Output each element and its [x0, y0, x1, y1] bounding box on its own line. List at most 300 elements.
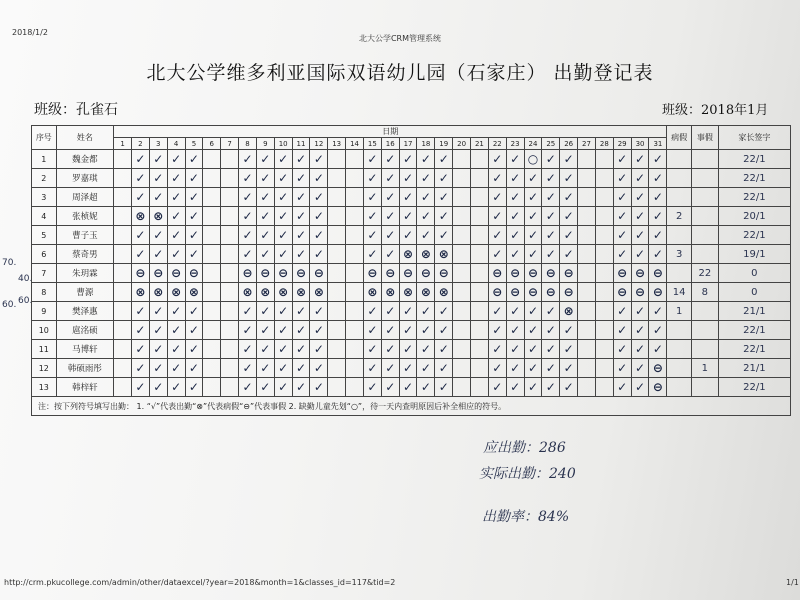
attendance-mark — [203, 302, 221, 321]
attendance-mark: ✓ — [381, 207, 399, 226]
day-header: 15 — [363, 138, 381, 150]
attendance-mark — [221, 207, 239, 226]
sick-leave-count — [667, 188, 692, 207]
attendance-mark: ✓ — [506, 245, 524, 264]
header-dates: 日期 — [114, 126, 667, 138]
attendance-mark: ✓ — [613, 245, 631, 264]
attendance-mark: ✓ — [131, 302, 149, 321]
attendance-mark: ✓ — [310, 378, 328, 397]
attendance-mark: ✓ — [649, 321, 667, 340]
personal-leave-count: 22 — [691, 264, 718, 283]
attendance-mark: ✓ — [381, 340, 399, 359]
attendance-mark: ✓ — [524, 226, 542, 245]
attendance-mark: ✓ — [274, 207, 292, 226]
attendance-mark: ✓ — [239, 321, 257, 340]
attendance-mark: ✓ — [363, 378, 381, 397]
attendance-mark — [595, 169, 613, 188]
attendance-mark — [595, 245, 613, 264]
attendance-mark — [221, 321, 239, 340]
attendance-mark — [453, 188, 471, 207]
attendance-mark — [114, 207, 132, 226]
attendance-mark: ✓ — [649, 169, 667, 188]
attendance-mark — [346, 188, 364, 207]
attendance-mark: ✓ — [131, 226, 149, 245]
attendance-mark: ✓ — [239, 207, 257, 226]
attendance-mark — [328, 245, 346, 264]
attendance-mark — [453, 321, 471, 340]
attendance-mark: ✓ — [167, 359, 185, 378]
sick-leave-count — [667, 359, 692, 378]
sick-leave-count — [667, 378, 692, 397]
attendance-mark: ✓ — [417, 207, 435, 226]
table-row — [32, 226, 791, 245]
day-header: 4 — [167, 138, 185, 150]
attendance-mark: ✓ — [292, 340, 310, 359]
attendance-mark: ✓ — [274, 188, 292, 207]
attendance-mark: ✓ — [363, 245, 381, 264]
attendance-mark: ✓ — [399, 359, 417, 378]
attendance-mark — [453, 226, 471, 245]
attendance-mark: ✓ — [488, 150, 506, 169]
attendance-mark: ✓ — [363, 188, 381, 207]
attendance-mark: ✓ — [167, 207, 185, 226]
attendance-mark: ✓ — [381, 302, 399, 321]
attendance-mark: ✓ — [292, 245, 310, 264]
attendance-mark: ✓ — [310, 340, 328, 359]
attendance-mark: ✓ — [363, 302, 381, 321]
attendance-mark — [114, 150, 132, 169]
attendance-mark: ⊖ — [631, 264, 649, 283]
attendance-mark: ✓ — [649, 150, 667, 169]
attendance-mark: ✓ — [239, 359, 257, 378]
attendance-mark — [578, 188, 596, 207]
side-note: 40. — [18, 274, 33, 284]
attendance-mark: ✓ — [239, 150, 257, 169]
legend-row — [32, 397, 791, 416]
attendance-mark: ✓ — [239, 378, 257, 397]
attendance-mark — [595, 207, 613, 226]
attendance-mark — [221, 264, 239, 283]
attendance-mark: ⊗ — [185, 283, 203, 302]
attendance-mark — [453, 283, 471, 302]
personal-leave-count — [691, 245, 718, 264]
attendance-mark: ✓ — [239, 340, 257, 359]
attendance-mark: ✓ — [149, 150, 167, 169]
attendance-mark — [471, 264, 489, 283]
attendance-mark: ✓ — [399, 321, 417, 340]
parent-signature: 22/1 — [718, 378, 790, 397]
attendance-mark: ⊖ — [417, 264, 435, 283]
attendance-mark: ✓ — [435, 207, 453, 226]
attendance-mark — [221, 283, 239, 302]
attendance-mark: ✓ — [185, 188, 203, 207]
attendance-mark: ⊗ — [435, 283, 453, 302]
table-row — [32, 302, 791, 321]
attendance-mark — [346, 359, 364, 378]
attendance-mark: ✓ — [399, 226, 417, 245]
attendance-mark: ✓ — [613, 340, 631, 359]
attendance-mark: ✓ — [506, 302, 524, 321]
attendance-mark: ✓ — [167, 321, 185, 340]
row-number: 10 — [32, 321, 57, 340]
attendance-mark: ✓ — [363, 150, 381, 169]
attendance-mark: ✓ — [524, 378, 542, 397]
attendance-mark: ✓ — [185, 226, 203, 245]
attendance-mark: ✓ — [417, 188, 435, 207]
attendance-mark: ✓ — [399, 150, 417, 169]
attendance-mark — [114, 378, 132, 397]
header-no: 序号 — [32, 126, 57, 150]
attendance-mark: ⊗ — [149, 207, 167, 226]
attendance-mark: ✓ — [506, 169, 524, 188]
table-row — [32, 169, 791, 188]
expected-attendance: 应出勤：286 — [483, 440, 566, 456]
attendance-mark: ⊖ — [363, 264, 381, 283]
attendance-mark — [346, 340, 364, 359]
row-number: 13 — [32, 378, 57, 397]
attendance-mark: ○ — [524, 150, 542, 169]
attendance-mark: ✓ — [542, 207, 560, 226]
attendance-mark — [346, 150, 364, 169]
attendance-mark — [471, 226, 489, 245]
attendance-mark: ⊗ — [417, 283, 435, 302]
attendance-mark: ✓ — [399, 340, 417, 359]
attendance-mark — [595, 188, 613, 207]
attendance-mark: ✓ — [399, 302, 417, 321]
day-header: 30 — [631, 138, 649, 150]
attendance-mark: ✓ — [542, 340, 560, 359]
day-header: 26 — [560, 138, 578, 150]
attendance-mark: ✓ — [256, 340, 274, 359]
table-row — [32, 188, 791, 207]
print-date: 2018/1/2 — [12, 28, 48, 37]
attendance-mark — [328, 359, 346, 378]
attendance-mark: ✓ — [185, 302, 203, 321]
attendance-mark: ✓ — [613, 302, 631, 321]
attendance-mark — [346, 245, 364, 264]
attendance-mark: ✓ — [310, 359, 328, 378]
attendance-mark: ✓ — [167, 226, 185, 245]
attendance-mark: ✓ — [292, 169, 310, 188]
attendance-mark — [346, 302, 364, 321]
attendance-mark: ✓ — [185, 321, 203, 340]
attendance-mark — [114, 264, 132, 283]
sick-leave-count: 1 — [667, 302, 692, 321]
attendance-mark: ⊖ — [239, 264, 257, 283]
attendance-mark: ✓ — [381, 188, 399, 207]
side-note: 70. — [2, 258, 17, 268]
parent-signature: 20/1 — [718, 207, 790, 226]
attendance-mark — [578, 340, 596, 359]
personal-leave-count: 1 — [691, 359, 718, 378]
attendance-mark: ✓ — [613, 226, 631, 245]
attendance-mark: ✓ — [542, 150, 560, 169]
attendance-mark: ✓ — [542, 226, 560, 245]
attendance-mark: ✓ — [292, 188, 310, 207]
attendance-mark: ✓ — [417, 340, 435, 359]
parent-signature: 22/1 — [718, 188, 790, 207]
attendance-mark: ✓ — [149, 188, 167, 207]
attendance-mark: ✓ — [631, 321, 649, 340]
attendance-mark — [595, 283, 613, 302]
attendance-mark: ✓ — [274, 150, 292, 169]
attendance-mark: ✓ — [131, 359, 149, 378]
system-name: 北大公学CRM管理系统 — [358, 34, 442, 43]
attendance-mark — [578, 207, 596, 226]
attendance-mark: ✓ — [631, 150, 649, 169]
attendance-mark — [203, 188, 221, 207]
table-row — [32, 321, 791, 340]
attendance-mark: ✓ — [149, 226, 167, 245]
attendance-mark: ✓ — [488, 340, 506, 359]
parent-signature: 22/1 — [718, 226, 790, 245]
attendance-mark: ✓ — [310, 188, 328, 207]
attendance-mark: ✓ — [435, 169, 453, 188]
attendance-mark — [595, 302, 613, 321]
attendance-mark — [328, 226, 346, 245]
attendance-mark — [114, 188, 132, 207]
attendance-mark: ✓ — [256, 378, 274, 397]
sick-leave-count — [667, 264, 692, 283]
attendance-mark — [471, 359, 489, 378]
attendance-mark — [114, 245, 132, 264]
attendance-mark — [453, 150, 471, 169]
day-header: 28 — [595, 138, 613, 150]
attendance-mark: ✓ — [417, 359, 435, 378]
attendance-mark: ✓ — [239, 188, 257, 207]
attendance-mark: ✓ — [274, 340, 292, 359]
attendance-mark: ⊗ — [381, 283, 399, 302]
attendance-mark: ✓ — [524, 169, 542, 188]
attendance-mark: ⊗ — [310, 283, 328, 302]
side-note: 60. — [2, 300, 17, 310]
attendance-mark — [578, 302, 596, 321]
day-header: 23 — [506, 138, 524, 150]
attendance-mark: ✓ — [167, 188, 185, 207]
attendance-mark: ✓ — [417, 321, 435, 340]
class-month: 班级：2018年1月 — [662, 103, 769, 118]
attendance-mark: ✓ — [149, 359, 167, 378]
attendance-mark: ✓ — [363, 359, 381, 378]
day-header: 22 — [488, 138, 506, 150]
day-header: 2 — [131, 138, 149, 150]
attendance-mark — [578, 321, 596, 340]
attendance-mark: ✓ — [524, 321, 542, 340]
sick-leave-count — [667, 150, 692, 169]
attendance-mark — [114, 340, 132, 359]
attendance-mark: ✓ — [435, 226, 453, 245]
attendance-mark: ✓ — [506, 226, 524, 245]
attendance-mark — [221, 302, 239, 321]
attendance-mark: ⊗ — [435, 245, 453, 264]
attendance-mark — [346, 378, 364, 397]
attendance-mark: ✓ — [167, 378, 185, 397]
attendance-mark: ✓ — [631, 188, 649, 207]
attendance-mark — [471, 169, 489, 188]
attendance-mark — [221, 359, 239, 378]
attendance-mark: ✓ — [631, 207, 649, 226]
attendance-mark: ✓ — [381, 245, 399, 264]
attendance-mark: ✓ — [631, 378, 649, 397]
attendance-mark: ✓ — [167, 150, 185, 169]
attendance-mark: ✓ — [560, 340, 578, 359]
attendance-mark — [221, 150, 239, 169]
attendance-mark — [471, 340, 489, 359]
student-name: 蔡奇男 — [56, 245, 114, 264]
attendance-mark: ✓ — [167, 302, 185, 321]
attendance-mark: ✓ — [435, 150, 453, 169]
attendance-mark: ✓ — [435, 359, 453, 378]
attendance-mark — [453, 378, 471, 397]
attendance-mark: ✓ — [185, 207, 203, 226]
attendance-mark: ✓ — [435, 188, 453, 207]
attendance-mark: ✓ — [399, 188, 417, 207]
attendance-mark: ✓ — [435, 321, 453, 340]
day-header: 6 — [203, 138, 221, 150]
attendance-mark — [346, 321, 364, 340]
day-header: 17 — [399, 138, 417, 150]
attendance-mark: ✓ — [167, 340, 185, 359]
attendance-mark — [453, 207, 471, 226]
attendance-mark: ✓ — [131, 169, 149, 188]
attendance-mark — [346, 283, 364, 302]
student-name: 魏金都 — [56, 150, 114, 169]
attendance-mark — [203, 359, 221, 378]
table-row — [32, 207, 791, 226]
attendance-mark: ✓ — [185, 150, 203, 169]
attendance-mark: ✓ — [381, 359, 399, 378]
attendance-mark: ✓ — [488, 359, 506, 378]
attendance-mark: ✓ — [310, 207, 328, 226]
attendance-mark: ✓ — [524, 359, 542, 378]
attendance-mark: ⊖ — [649, 264, 667, 283]
attendance-mark — [346, 226, 364, 245]
row-number: 12 — [32, 359, 57, 378]
attendance-mark — [471, 302, 489, 321]
sick-leave-count: 2 — [667, 207, 692, 226]
attendance-mark: ✓ — [435, 340, 453, 359]
day-header: 14 — [346, 138, 364, 150]
attendance-mark — [221, 226, 239, 245]
attendance-mark: ✓ — [506, 340, 524, 359]
attendance-mark: ⊗ — [239, 283, 257, 302]
personal-leave-count: 8 — [691, 283, 718, 302]
row-number: 3 — [32, 188, 57, 207]
attendance-mark: ✓ — [131, 378, 149, 397]
day-header: 3 — [149, 138, 167, 150]
attendance-mark: ✓ — [363, 321, 381, 340]
day-header: 18 — [417, 138, 435, 150]
attendance-mark: ✓ — [239, 226, 257, 245]
day-header: 24 — [524, 138, 542, 150]
attendance-mark — [471, 321, 489, 340]
attendance-mark: ✓ — [542, 302, 560, 321]
attendance-mark: ⊖ — [256, 264, 274, 283]
day-header: 16 — [381, 138, 399, 150]
sick-leave-count — [667, 226, 692, 245]
attendance-mark: ✓ — [649, 340, 667, 359]
day-header: 29 — [613, 138, 631, 150]
table-row — [32, 378, 791, 397]
attendance-mark — [221, 169, 239, 188]
attendance-mark — [328, 302, 346, 321]
attendance-mark — [203, 150, 221, 169]
attendance-mark — [595, 264, 613, 283]
attendance-mark: ✓ — [417, 226, 435, 245]
attendance-mark: ✓ — [185, 378, 203, 397]
attendance-mark: ✓ — [488, 226, 506, 245]
attendance-mark: ⊖ — [167, 264, 185, 283]
attendance-mark: ✓ — [506, 359, 524, 378]
attendance-mark — [578, 378, 596, 397]
attendance-mark: ✓ — [239, 245, 257, 264]
row-number: 5 — [32, 226, 57, 245]
attendance-mark: ⊖ — [542, 264, 560, 283]
attendance-mark — [114, 226, 132, 245]
attendance-mark — [328, 283, 346, 302]
parent-signature: 0 — [718, 264, 790, 283]
attendance-mark — [453, 245, 471, 264]
attendance-mark: ✓ — [488, 207, 506, 226]
attendance-mark — [595, 150, 613, 169]
attendance-mark — [578, 245, 596, 264]
attendance-mark: ✓ — [435, 302, 453, 321]
attendance-mark — [328, 321, 346, 340]
attendance-mark: ✓ — [417, 169, 435, 188]
attendance-mark: ⊖ — [435, 264, 453, 283]
attendance-mark: ⊗ — [399, 283, 417, 302]
attendance-mark: ⊗ — [167, 283, 185, 302]
attendance-mark — [203, 283, 221, 302]
attendance-mark: ✓ — [560, 169, 578, 188]
attendance-mark: ✓ — [256, 245, 274, 264]
attendance-mark — [578, 264, 596, 283]
row-number: 2 — [32, 169, 57, 188]
attendance-mark: ✓ — [149, 340, 167, 359]
attendance-mark: ⊖ — [488, 264, 506, 283]
personal-leave-count — [691, 321, 718, 340]
attendance-mark — [453, 340, 471, 359]
attendance-mark: ✓ — [310, 150, 328, 169]
attendance-mark: ✓ — [488, 188, 506, 207]
personal-leave-count — [691, 340, 718, 359]
attendance-mark: ✓ — [167, 245, 185, 264]
attendance-mark: ✓ — [506, 188, 524, 207]
student-name: 樊泽惠 — [56, 302, 114, 321]
attendance-mark: ⊖ — [149, 264, 167, 283]
attendance-mark — [203, 169, 221, 188]
attendance-mark: ✓ — [292, 378, 310, 397]
row-number: 4 — [32, 207, 57, 226]
attendance-mark: ✓ — [399, 207, 417, 226]
day-header: 11 — [292, 138, 310, 150]
attendance-mark: ⊗ — [131, 207, 149, 226]
attendance-mark: ✓ — [256, 169, 274, 188]
attendance-mark: ⊖ — [649, 283, 667, 302]
attendance-mark: ✓ — [560, 188, 578, 207]
attendance-mark — [328, 188, 346, 207]
attendance-mark: ✓ — [131, 321, 149, 340]
attendance-mark: ✓ — [649, 188, 667, 207]
student-name: 韩硕雨彤 — [56, 359, 114, 378]
attendance-mark — [578, 150, 596, 169]
attendance-mark — [328, 378, 346, 397]
attendance-mark: ✓ — [506, 207, 524, 226]
attendance-mark: ✓ — [542, 188, 560, 207]
attendance-mark: ⊖ — [506, 264, 524, 283]
attendance-mark: ✓ — [381, 169, 399, 188]
attendance-mark — [346, 264, 364, 283]
